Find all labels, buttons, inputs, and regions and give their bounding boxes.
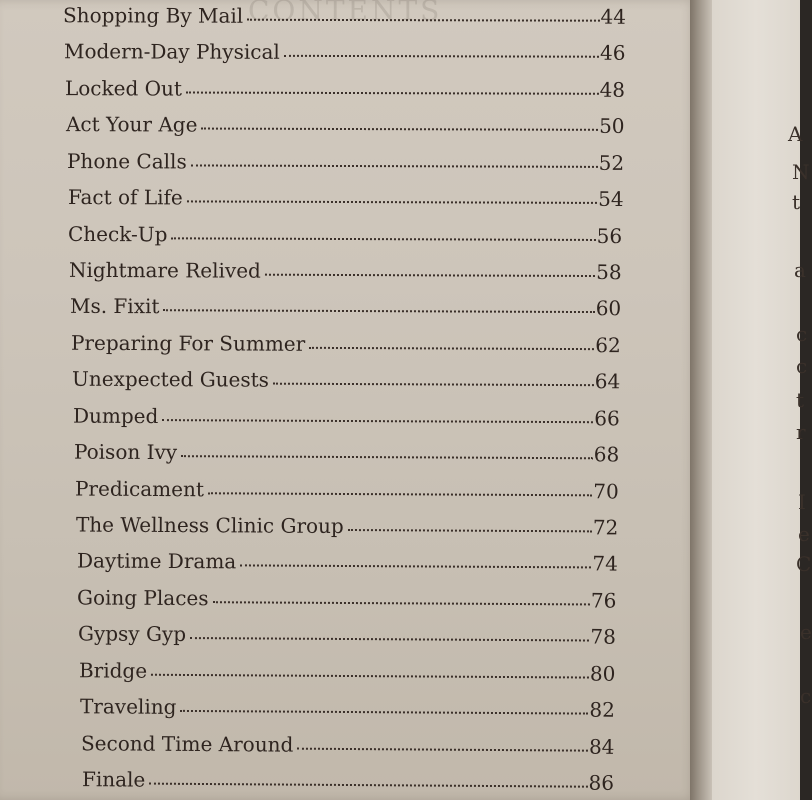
toc-entry-page: 58 bbox=[596, 260, 623, 285]
toc-entry-page: 70 bbox=[593, 478, 619, 504]
toc-entry bbox=[74, 440, 619, 467]
toc-leader-dots bbox=[297, 747, 588, 751]
toc-entry bbox=[66, 112, 625, 138]
toc-leader-dots bbox=[186, 201, 596, 205]
toc-entry-page: 56 bbox=[597, 223, 623, 248]
facing-page-letter: t bbox=[796, 388, 805, 412]
toc-entry-title: Daytime Drama bbox=[76, 548, 236, 574]
facing-page-letter: C bbox=[796, 552, 812, 576]
toc-entry-page: 76 bbox=[591, 588, 617, 613]
toc-entry-title: Unexpected Guests bbox=[71, 366, 270, 392]
toc-leader-dots bbox=[201, 128, 598, 131]
facing-page-letter: N bbox=[792, 160, 810, 184]
toc-entry-title: Phone Calls bbox=[66, 148, 187, 174]
toc-entry bbox=[80, 694, 615, 722]
toc-entry-page: 48 bbox=[599, 77, 625, 102]
toc-entry-page: 74 bbox=[591, 551, 618, 576]
facing-page-letter: A bbox=[788, 122, 803, 146]
facing-page-letter: I bbox=[798, 490, 806, 514]
toc-leader-dots bbox=[181, 455, 593, 459]
toc-leader-dots bbox=[213, 601, 590, 605]
facing-page-letter: c bbox=[796, 322, 808, 346]
toc-leader-dots bbox=[347, 529, 591, 532]
toc-entry-title: Check-Up bbox=[68, 221, 168, 246]
toc-entry bbox=[78, 622, 616, 649]
toc-entry bbox=[82, 767, 614, 795]
facing-page bbox=[712, 0, 812, 800]
toc-entry-page: 78 bbox=[590, 624, 617, 649]
toc-entry bbox=[73, 403, 620, 430]
toc-entry-title: Modern-Day Physical bbox=[63, 39, 280, 65]
toc-entry-title: Second Time Around bbox=[81, 730, 294, 757]
toc-entry bbox=[63, 3, 626, 28]
toc-entry bbox=[67, 185, 623, 211]
toc-entry bbox=[68, 221, 622, 247]
toc-entry-page: 68 bbox=[593, 442, 620, 467]
toc-entry-title: Fact of Life bbox=[67, 185, 183, 210]
toc-entry-title: Nightmare Relived bbox=[69, 257, 262, 283]
toc-entry-title: Traveling bbox=[80, 694, 177, 720]
toc-leader-dots bbox=[240, 565, 591, 569]
toc-entry-title: Bridge bbox=[79, 657, 148, 683]
toc-entry-page: 62 bbox=[595, 332, 621, 358]
toc-entry-page: 44 bbox=[600, 4, 627, 29]
toc-entry bbox=[70, 294, 621, 320]
toc-entry-page: 84 bbox=[589, 734, 615, 759]
toc-entry-page: 82 bbox=[589, 697, 616, 722]
toc-leader-dots bbox=[186, 91, 599, 94]
toc-entry-title: Predicament bbox=[74, 476, 204, 501]
toc-leader-dots bbox=[309, 347, 594, 350]
toc-entry-page: 52 bbox=[598, 150, 624, 175]
toc-leader-dots bbox=[190, 637, 589, 641]
facing-page-letter: c bbox=[800, 684, 812, 708]
toc-entry-title: Dumped bbox=[72, 403, 159, 428]
facing-page-letter: a bbox=[794, 258, 806, 282]
toc-entry-title: Ms. Fixit bbox=[70, 294, 160, 319]
toc-entry-page: 50 bbox=[598, 114, 625, 139]
facing-page-letter: t bbox=[792, 190, 801, 214]
toc-leader-dots bbox=[247, 19, 599, 22]
toc-entry-title: Poison Ivy bbox=[73, 439, 178, 465]
toc-leader-dots bbox=[149, 783, 587, 788]
toc-entry bbox=[65, 76, 625, 102]
toc-leader-dots bbox=[181, 710, 589, 715]
toc-entry-page: 80 bbox=[590, 661, 616, 686]
toc-entry-page: 66 bbox=[594, 405, 620, 431]
toc-entry bbox=[75, 476, 619, 503]
facing-page-letter: e bbox=[798, 522, 810, 546]
toc-entry-title: Gypsy Gyp bbox=[78, 621, 187, 647]
toc-entry bbox=[77, 585, 617, 612]
toc-leader-dots bbox=[162, 419, 593, 423]
facing-page-letter: r bbox=[796, 420, 806, 444]
toc-entry bbox=[76, 549, 617, 576]
toc-entry bbox=[71, 331, 621, 357]
toc-leader-dots bbox=[190, 164, 597, 167]
toc-entry bbox=[79, 658, 616, 685]
toc-entry-page: 64 bbox=[594, 369, 621, 394]
toc-entry-title: Locked Out bbox=[64, 75, 182, 101]
toc-entry-page: 46 bbox=[599, 41, 626, 66]
toc-entry bbox=[76, 513, 618, 540]
toc-leader-dots bbox=[265, 274, 595, 277]
toc-entry-title: Going Places bbox=[77, 585, 210, 611]
toc-leader-dots bbox=[164, 310, 595, 314]
toc-entry-page: 86 bbox=[588, 770, 615, 795]
toc-entry bbox=[67, 149, 624, 175]
toc-leader-dots bbox=[151, 673, 589, 678]
ghost-heading: CONTENTS bbox=[248, 0, 443, 27]
toc-entry-title: Act Your Age bbox=[65, 112, 198, 137]
toc-entry bbox=[81, 731, 615, 759]
toc-leader-dots bbox=[172, 237, 596, 241]
toc-entry-title: Shopping By Mail bbox=[62, 3, 244, 28]
toc-entry-title: Finale bbox=[81, 767, 146, 792]
toc-entry-page: 54 bbox=[597, 187, 624, 212]
toc-entry bbox=[64, 40, 626, 66]
toc-entry-page: 60 bbox=[595, 296, 622, 321]
toc-entry bbox=[72, 367, 620, 394]
facing-page-letter: c bbox=[796, 354, 808, 378]
toc-leader-dots bbox=[284, 55, 599, 58]
toc-entry bbox=[69, 258, 622, 284]
toc-entry-title: The Wellness Clinic Group bbox=[75, 512, 344, 538]
toc-entry-title: Preparing For Summer bbox=[71, 330, 306, 356]
toc-leader-dots bbox=[273, 383, 594, 387]
toc-entry-page: 72 bbox=[592, 515, 619, 540]
facing-page-letter: e bbox=[800, 620, 812, 644]
toc-leader-dots bbox=[208, 492, 592, 496]
